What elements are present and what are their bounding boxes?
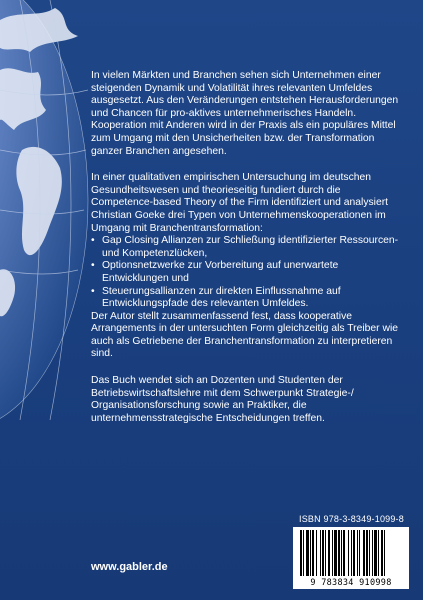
list-item: • Gap Closing Allianzen zur Schließung identifizierter Ressourcen- und Kompetenzlücken, (91, 235, 399, 259)
barcode-bar (351, 530, 352, 576)
barcode-bar (310, 530, 311, 576)
list-item: • Steuerungsallianzen zur direkten Einflussnahme auf Entwicklungspfade des relevanten Umfeldes. (91, 285, 341, 310)
barcode-bar (374, 530, 377, 576)
barcode-bar (341, 530, 342, 576)
barcode (293, 527, 409, 589)
audience-paragraph: Das Buch wendet sich an Dozenten und Studenten der Betriebswirtschaftslehre mit dem Schwerpunkt Strategie-/ Organisationsforschung sowie an Praktiker, die unternehmensstrategische Entscheidungen treffen. (91, 375, 354, 424)
barcode-bar (325, 530, 326, 576)
barcode-bar (334, 530, 337, 576)
barcode-bar (312, 530, 314, 576)
barcode-bar (378, 530, 379, 576)
barcode-digits: 9 783834 910998 (310, 578, 392, 588)
barcode-bar (300, 530, 302, 576)
bullet-icon: • (91, 285, 95, 297)
barcode-bar (353, 530, 355, 576)
barcode-bar (343, 530, 345, 576)
cooperation-types-list (91, 235, 401, 311)
globe-illustration (0, 0, 95, 420)
barcode-bar (372, 530, 373, 576)
intro-paragraph: In vielen Märkten und Branchen sehen sich Unternehmen einer steigenden Dynamik und Volatilität ihres relevanten Umfeldes ausgesetzt. Aus den Veränderungen entstehen Herausforderungen und Chancen für pro-aktives unternehmerisches Handeln. Kooperation mit Anderen wird in der Praxis als ein populäres Mittel zum Umgang mit den Unsicherheiten bzw. der Transformation ganzer Branchen angesehen. (91, 70, 399, 157)
publisher-website[interactable]: www.gabler.de (91, 561, 168, 573)
bullet-icon: • (91, 235, 95, 247)
barcode-bar (328, 530, 330, 576)
isbn-label: ISBN 978-3-8349-1099-8 (299, 514, 404, 524)
barcode-bar (381, 530, 383, 576)
barcode-bars (299, 530, 403, 576)
barcode-bar (320, 530, 321, 576)
barcode-bar (348, 530, 349, 576)
conclusion-paragraph: Der Autor stellt zusammenfassend fest, dass kooperative Arrangements in der untersuchten Form gleichzeitig als Treiber wie auch als Getriebene der Branchentransformation zu interpretieren sind. (91, 310, 399, 360)
blurb-text (91, 70, 401, 439)
barcode-bar (357, 530, 358, 576)
barcode-bar (366, 530, 368, 576)
barcode-bar (316, 530, 317, 576)
barcode-bar (322, 530, 324, 576)
barcode-bar (384, 530, 385, 576)
study-paragraph: In einer qualitativen empirischen Untersuchung im deutschen Gesundheitswesen und theorieseitig fundiert durch die Competence-based Theory of the Firm identifiziert und analysiert Christian Goeke drei Typen von Unternehmenskooperationen im Umgang mit Branchentransformation: (91, 172, 389, 234)
barcode-bar (359, 530, 360, 576)
barcode-bar (332, 530, 333, 576)
barcode-bar (369, 530, 370, 576)
barcode-bar (306, 530, 309, 576)
barcode-bar (303, 530, 304, 576)
list-item: • Optionsnetzwerke zur Vorbereitung auf unerwartete Entwicklungen und (91, 260, 339, 284)
bullet-icon: • (91, 260, 95, 272)
barcode-bar (363, 530, 365, 576)
barcode-bar (338, 530, 340, 576)
